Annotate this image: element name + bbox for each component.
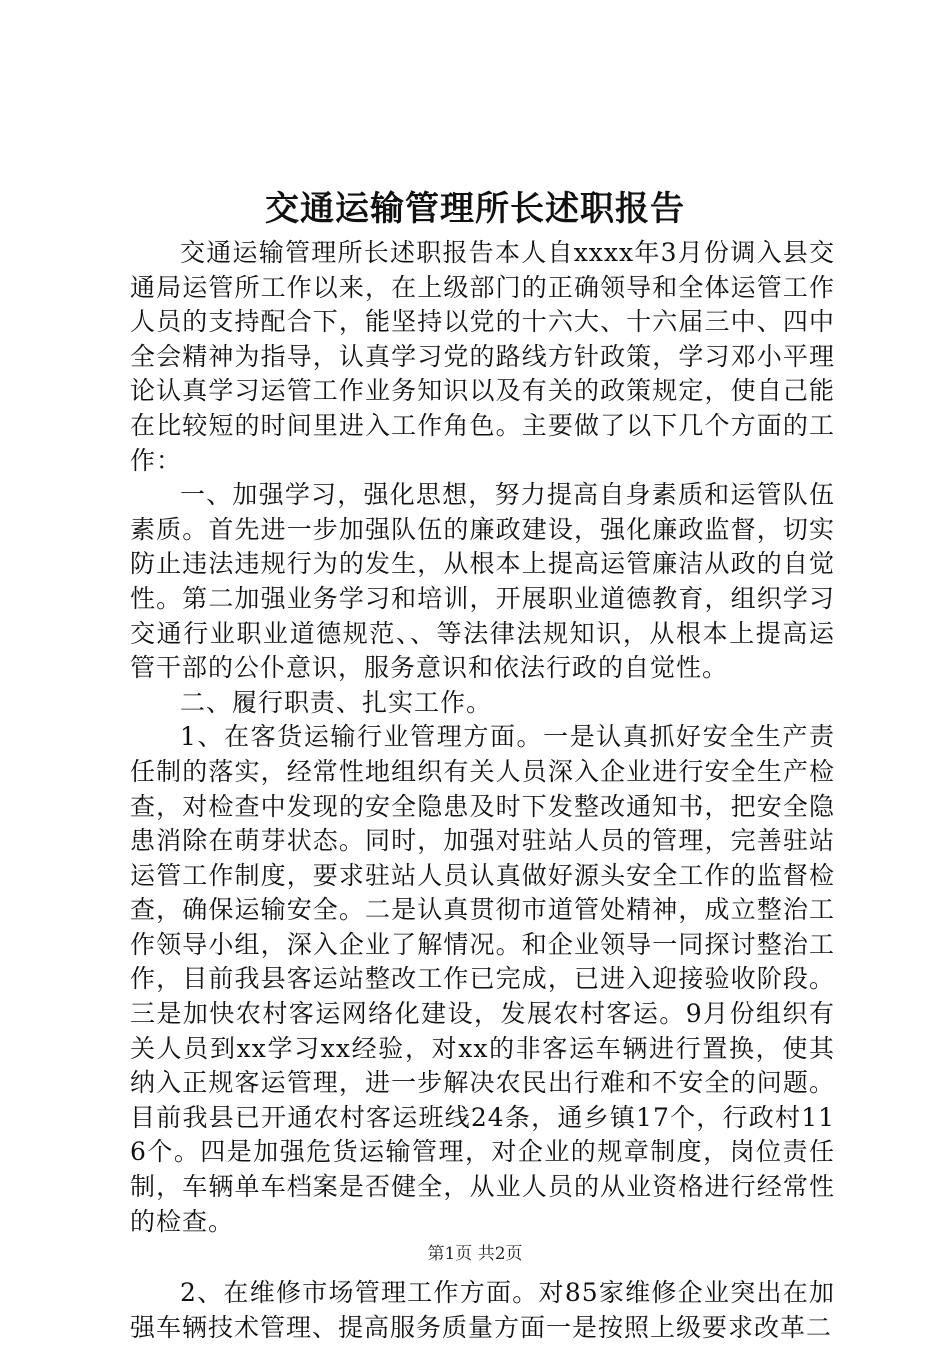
paragraph-passenger-freight: 1、在客货运输行业管理方面。一是认真抓好安全生产责任制的落实，经常性地组织有关人员深入企业进行安全生产检查，对检查中发现的安全隐患及时下发整改通知书，把安全隐患消除在萌芽状态。同时，加强对驻站人员的管理，完善驻站运管工作制度，要求驻站人员认真做好源头安全工作的监督检查，确保运输安全。二是认真贯彻市道管处精神，成立整治工作领导小组，深入企业了解情况。和企业领导一同探讨整治工作，目前我县客运站整改工作已完成，已进入迎接验收阶段。三是加快农村客运网络化建设，发展农村客运。9月份组织有关人员到xx学习xx经验，对xx的非客运车辆进行置换，使其纳入正规客运管理，进一步解决农民出行难和不安全的问题。目前我县已开通农村客运班线24条，通乡镇17个，行政村116个。四是加强危货运输管理，对企业的规章制度，岗位责任制，车辆单车档案是否健全，从业人员的从业资格进行经常性的检查。 bbox=[130, 722, 835, 1236]
document-body bbox=[130, 236, 835, 1345]
paragraph-section-2-heading: 二、履行职责、扎实工作。 bbox=[180, 687, 493, 717]
page-number: 第1页 共2页 bbox=[427, 1244, 523, 1264]
paragraph-intro: 交通运输管理所长述职报告本人自xxxx年3月份调入县交通局运管所工作以来，在上级部门的正确领导和全体运管工作人员的支持配合下，能坚持以党的十六大、十六届三中、四中全会精神为指导，认真学习党的路线方针政策，学习邓小平理论认真学习运管工作业务知识以及有关的政策规定，使自己能在比较短的时间里进入工作角色。主要做了以下几个方面的工作： bbox=[130, 238, 835, 475]
paragraph-section-1: 一、加强学习，强化思想，努力提高自身素质和运管队伍素质。首先进一步加强队伍的廉政建设，强化廉政监督，切实防止违法违规行为的发生，从根本上提高运管廉洁从政的自觉性。第二加强业务学习和培训，开展职业道德教育，组织学习交通行业职业道德规范、、等法律法规知识，从根本上提高运管干部的公仆意识，服务意识和依法行政的自觉性。 bbox=[130, 480, 835, 683]
document-title: 交通运输管理所长述职报告 bbox=[265, 189, 685, 229]
paragraph-repair-market: 2、在维修市场管理工作方面。对85家维修企业突出在加强车辆技术管理、提高服务质量方面一是按照上级要求改革二 bbox=[130, 1278, 835, 1342]
